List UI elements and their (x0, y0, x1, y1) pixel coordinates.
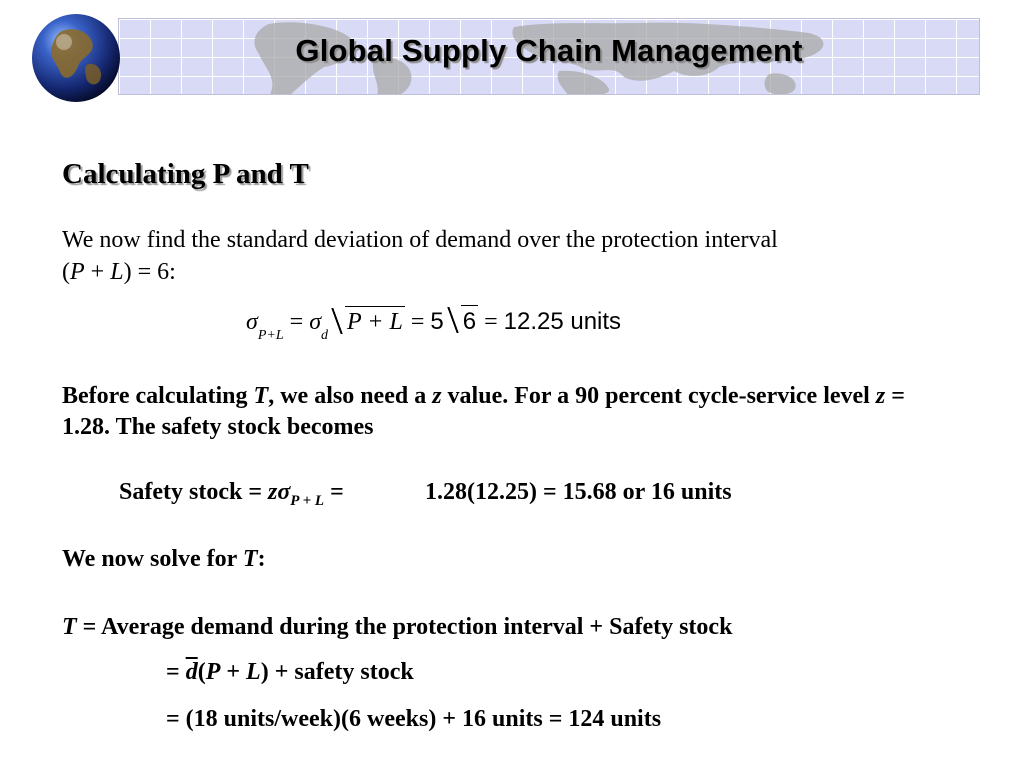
header-banner (118, 18, 980, 95)
page-title: Global Supply Chain Management (295, 33, 803, 68)
sigma-equation (246, 305, 621, 349)
section-heading: Calculating P and T (62, 158, 309, 190)
eq-sigma: σ (246, 309, 258, 335)
t-result: = (18 units/week)(6 weeks) + 16 units = 124 units (166, 706, 662, 732)
intro-paragraph (62, 224, 942, 288)
t-formula (166, 659, 414, 686)
t-formula-eq: = (166, 659, 186, 685)
intro-p: P (70, 259, 85, 285)
before-z: z (432, 383, 442, 409)
solve-t: T (242, 546, 258, 572)
t-def-t: T (62, 614, 77, 640)
intro-close: ) = 6: (123, 259, 176, 285)
eq-root-val: 6 (461, 305, 478, 336)
eq-equals1: = (283, 309, 310, 335)
intro-line1: We now find the standard deviation of demand over the protection interval (62, 227, 778, 253)
eq-sqrt-pl (330, 306, 405, 336)
t-formula-rest: ) + safety stock (260, 659, 414, 685)
eq-coef: 5 (430, 308, 444, 335)
eq-units: units (563, 308, 622, 335)
eq-equals3: = (478, 309, 504, 335)
t-formula-open: ( (197, 659, 206, 685)
before-calc-paragraph (62, 381, 942, 443)
t-formula-l: L (246, 659, 261, 685)
safety-stock-value: 1.28(12.25) = 15.68 or 16 units (425, 479, 732, 505)
safety-sigma: σ (277, 479, 291, 505)
solve-colon: : (257, 546, 266, 572)
eq-result: 12.25 (503, 308, 564, 335)
safety-stock-formula (119, 479, 344, 510)
before-part1: Before calculating (62, 383, 254, 409)
eq-sigma-d: σ (309, 309, 322, 335)
safety-z: z (268, 479, 278, 505)
solve-text: We now solve for (62, 546, 243, 572)
t-formula-p: P (205, 659, 221, 685)
eq-equals2: = (404, 309, 431, 335)
safety-label: Safety stock = (119, 479, 268, 505)
safety-sub: P + L (290, 492, 325, 509)
before-part3: value. For a 90 percent cycle-service level (441, 383, 876, 409)
eq-sub-d: d (321, 328, 329, 343)
t-formula-dbar: $\overline{d}$ (185, 659, 198, 685)
solve-for-t (62, 546, 266, 573)
before-t: T (253, 383, 269, 409)
t-definition (62, 614, 732, 641)
t-def-rest: = Average demand during the protection interval + Safety stock (76, 614, 733, 640)
intro-l: L (110, 259, 124, 285)
intro-open-paren: ( (62, 259, 70, 285)
t-formula-plus: + (220, 659, 247, 685)
safety-eq: = (324, 479, 344, 505)
eq-sub-pl: P+L (257, 328, 284, 343)
before-z2: z (875, 383, 886, 409)
intro-plus: + (84, 259, 111, 285)
before-part4: = 1.28. The safety stock becomes (62, 383, 905, 440)
eq-sqrt-6 (446, 305, 478, 336)
eq-radicand: P + L (345, 306, 405, 336)
before-part2: , we also need a (268, 383, 433, 409)
globe-logo (30, 12, 122, 104)
